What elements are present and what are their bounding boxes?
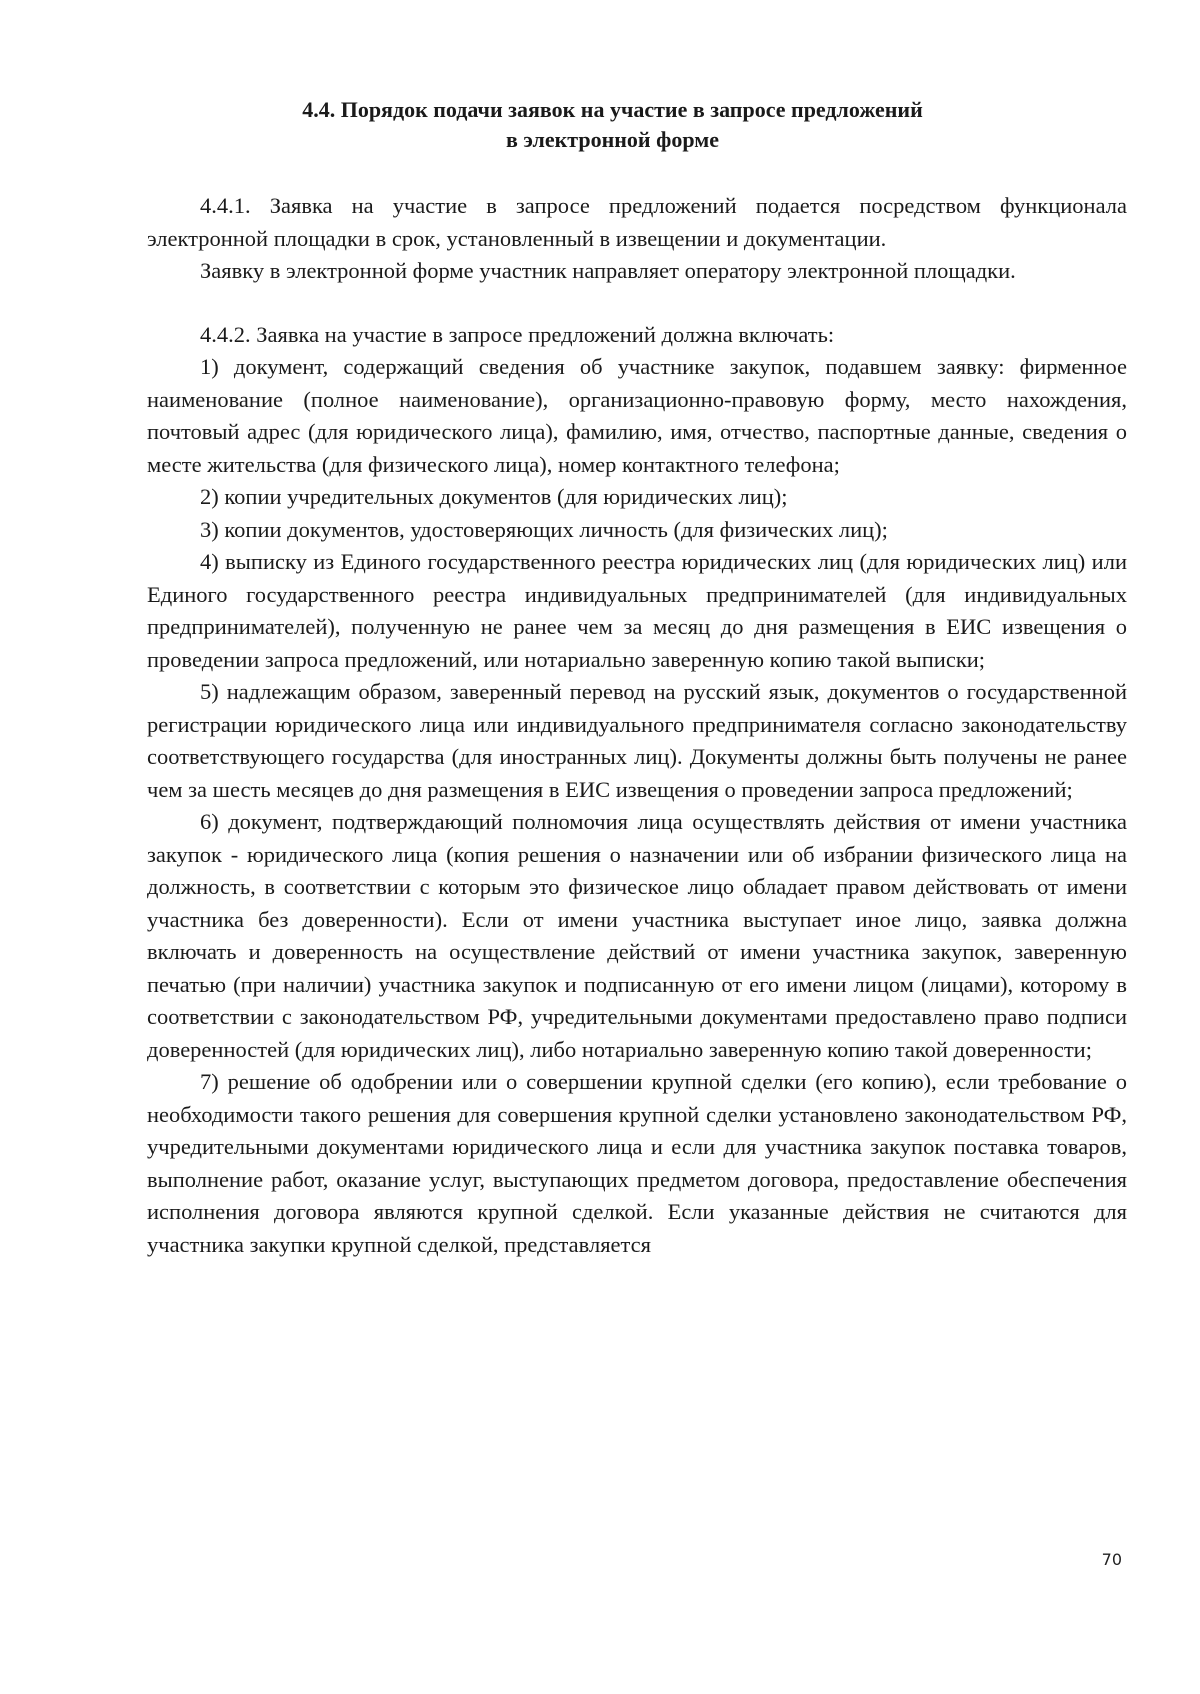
page-number: 70 (1101, 1550, 1122, 1569)
section-heading-line-2: в электронной форме (506, 127, 719, 152)
list-item-4: 4) выписку из Единого государственного реестра юридических лиц (для юридических лиц) или Единого государственного реестра индивидуальных предпринимателей (для индивидуальных предпринимателей), полученную не ранее чем за месяц до дня размещения в ЕИС извещения о проведении запроса предложений, или нотариально заверенную копию такой выписки; (147, 549, 1127, 672)
list-item-3: 3) копии документов, удостоверяющих личность (для физических лиц); (200, 516, 888, 542)
list-item-1: 1) документ, содержащий сведения об участнике закупок, подавшем заявку: фирменное наименование (полное наименование), организационно-правовую форму, место нахождения, почтовый адрес (для юридического лица), фамилию, имя, отчество, паспортные данные, сведения о месте жительства (для физического лица), номер контактного телефона; (147, 354, 1127, 477)
document-body (147, 190, 1127, 1261)
list-item-6: 6) документ, подтверждающий полномочия лица осуществлять действия от имени участника закупок - юридического лица (копия решения о назначении или об избрании физического лица на должность, в соответствии с которым это физическое лицо обладает правом действовать от имени участника без доверенности). Если от имени участника выступает иное лицо, заявка должна включать и доверенность на осуществление действий от имени участника закупок, заверенную печатью (при наличии) участника закупок и подписанную от его имени лицом (лицами), которому в соответствии с законодательством РФ, учредительными документами предоставлено право подписи доверенностей (для юридических лиц), либо нотариально заверенную копию такой доверенности; (147, 809, 1127, 1062)
paragraph-4-4-2: 4.4.2. Заявка на участие в запросе предложений должна включать: (200, 321, 835, 347)
section-heading (145, 95, 1080, 155)
list-item-2: 2) копии учредительных документов (для юридических лиц); (200, 484, 788, 509)
paragraph-4-4-1: 4.4.1. Заявка на участие в запросе предложений подается посредством функционала электронной площадки в срок, установленный в извещении и документации. (147, 193, 1127, 251)
paragraph-submission-note: Заявку в электронной форме участник направляет оператору электронной площадки. (200, 258, 1016, 283)
section-heading-line-1: 4.4. Порядок подачи заявок на участие в запросе предложений (302, 97, 923, 122)
list-item-7: 7) решение об одобрении или о совершении крупной сделки (его копию), если требование о необходимости такого решения для совершения крупной сделки установлено законодательством РФ, учредительными документами юридического лица и если для участника закупок поставка товаров, выполнение работ, оказание услуг, выступающих предметом договора, предоставление обеспечения исполнения договора являются крупной сделкой. Если указанные действия не считаются для участника закупки крупной сделкой, представляется (147, 1069, 1127, 1257)
list-item-5: 5) надлежащим образом, заверенный перевод на русский язык, документов о государственной регистрации юридического лица или индивидуального предпринимателя согласно законодательству соответствующего государства (для иностранных лиц). Документы должны быть получены не ранее чем за шесть месяцев до дня размещения в ЕИС извещения о проведении запроса предложений; (147, 679, 1127, 802)
